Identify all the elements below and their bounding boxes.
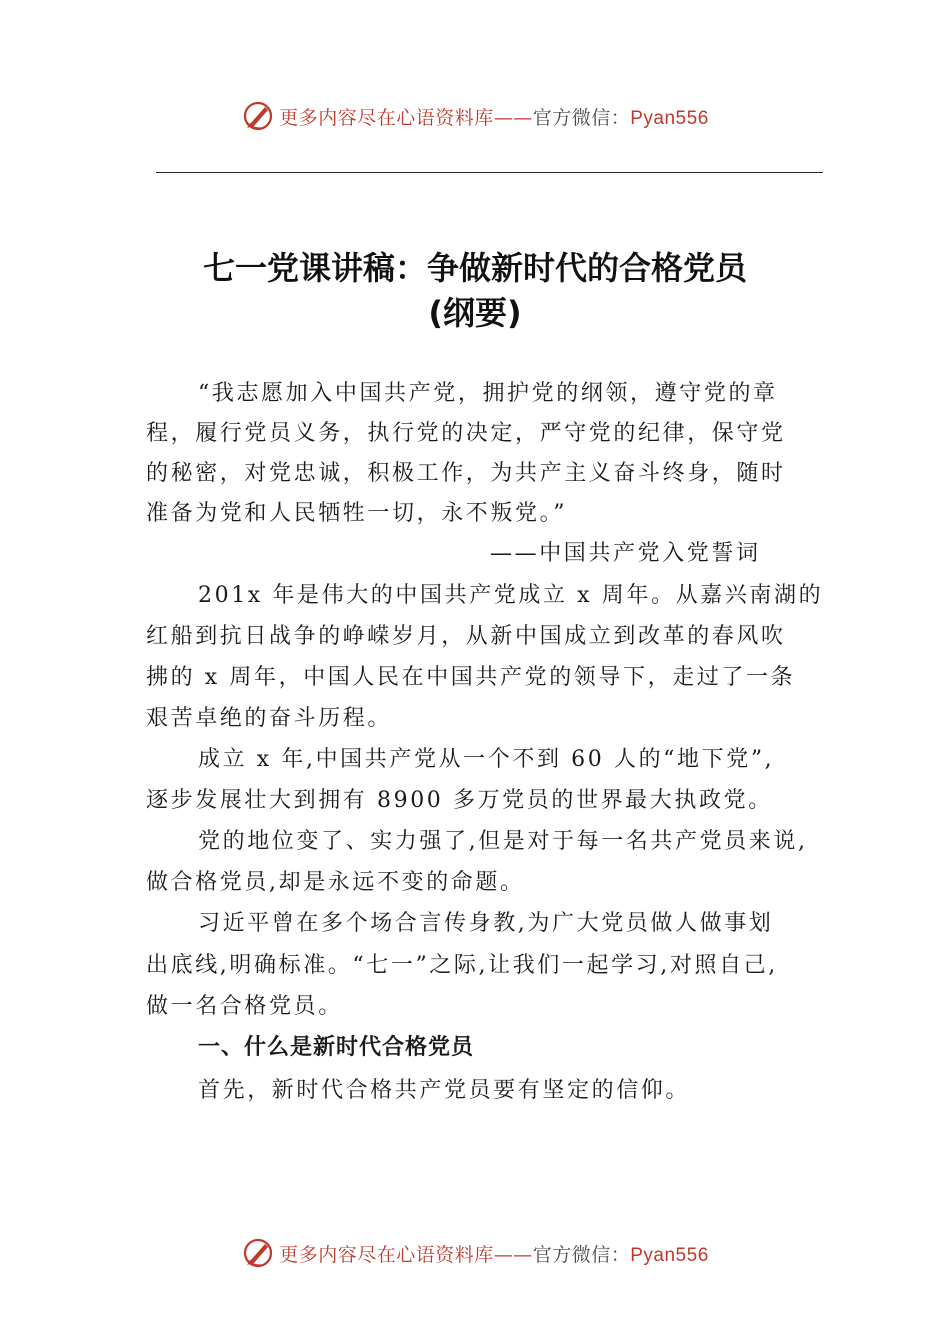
paragraph-line: 做一名合格党员。: [146, 994, 343, 1019]
paragraph-line: 做合格党员,却是永远不变的命题。: [146, 870, 525, 895]
banner-wechat-id: Pyan556: [630, 107, 709, 129]
oath-line: 准备为党和人民牺牲一切，永不叛党。”: [146, 501, 568, 526]
paragraph-line: 艰苦卓绝的奋斗历程。: [146, 706, 393, 731]
title-line-2: (纲要): [428, 294, 522, 332]
paragraph-line: 红船到抗日战争的峥嵘岁月，从新中国成立到改革的春风吹: [146, 624, 786, 649]
logo-icon: [241, 99, 275, 133]
banner-dash: ——: [493, 1243, 533, 1266]
logo-icon: [241, 1236, 275, 1270]
banner-wechat-id: Pyan556: [630, 1244, 709, 1266]
oath-line: “我志愿加入中国共产党，拥护党的纲领，遵守党的章: [198, 381, 778, 406]
banner-text: [279, 1240, 709, 1267]
paragraph-line: 党的地位变了、实力强了,但是对于每一名共产党员来说,: [198, 829, 808, 854]
paragraph-line: 201x 年是伟大的中国共产党成立 x 周年。从嘉兴南湖的: [198, 583, 824, 608]
banner-wechat-label: 官方微信：: [532, 106, 631, 129]
banner-dash: ——: [493, 106, 533, 129]
footer-banner: [0, 1233, 950, 1273]
oath-source: ——中国共产党入党誓词: [490, 541, 761, 566]
oath-line: 的秘密，对党忠诚，积极工作，为共产主义奋斗终身，随时: [146, 461, 786, 486]
section-heading: 一、什么是新时代合格党员: [198, 1035, 475, 1060]
oath-line: 程，履行党员义务，执行党的决定，严守党的纪律，保守党: [146, 421, 786, 446]
paragraph-line: 习近平曾在多个场合言传身教,为广大党员做人做事划: [198, 911, 774, 936]
paragraph-line: 首先，新时代合格共产党员要有坚定的信仰。: [198, 1078, 691, 1103]
paragraph-line: 逐步发展壮大到拥有 8900 多万党员的世界最大执政党。: [146, 788, 773, 813]
banner-wechat-label: 官方微信：: [532, 1243, 631, 1266]
paragraph-line: 成立 x 年,中国共产党从一个不到 60 人的“地下党”,: [198, 747, 775, 772]
header-divider: [156, 172, 823, 173]
banner-text: [279, 103, 709, 130]
banner-main: 更多内容尽在心语资料库: [279, 106, 494, 129]
paragraph-line: 拂的 x 周年，中国人民在中国共产党的领导下，走过了一条: [146, 665, 796, 690]
header-banner: [0, 96, 950, 136]
title-line-1: 七一党课讲稿：争做新时代的合格党员: [202, 249, 747, 287]
banner-main: 更多内容尽在心语资料库: [279, 1243, 494, 1266]
document-title: [120, 246, 830, 336]
paragraph-line: 出底线,明确标准。“七一”之际,让我们一起学习,对照自己,: [146, 953, 778, 978]
